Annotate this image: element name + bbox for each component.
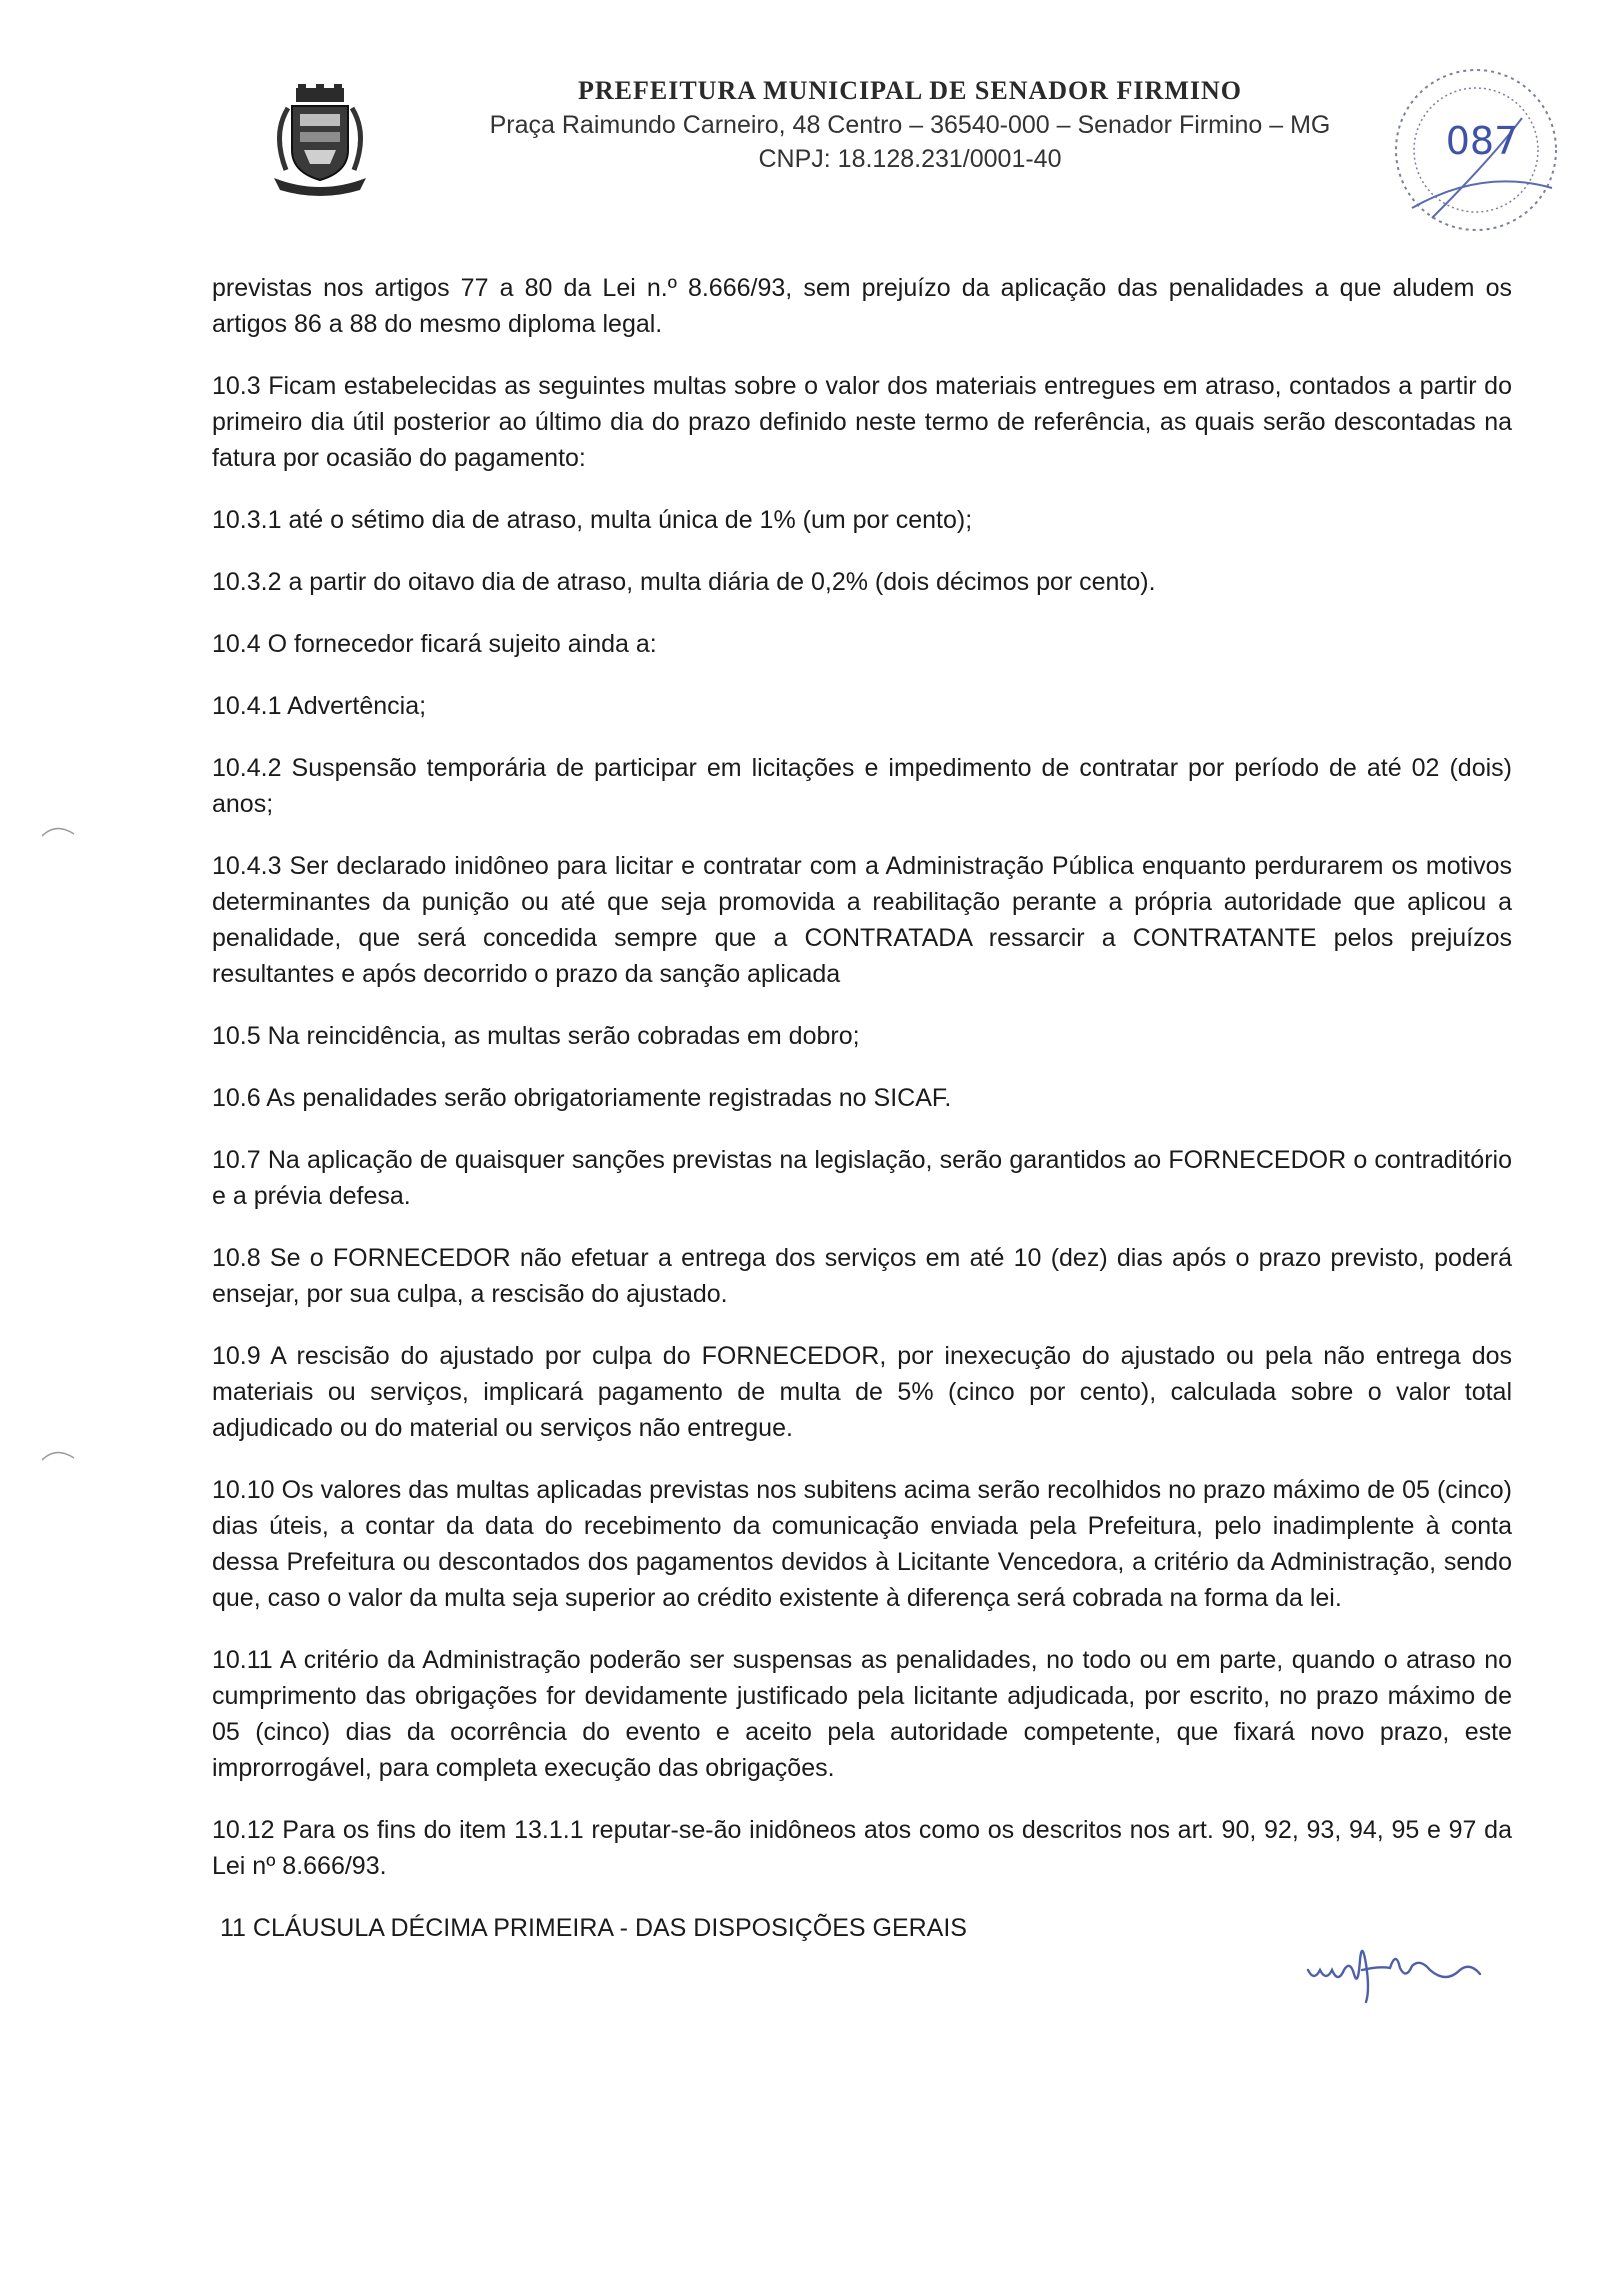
paragraph: 10.4 O fornecedor ficará sujeito ainda a:	[212, 630, 657, 658]
paragraph: 10.3 Ficam estabelecidas as seguintes multas sobre o valor dos materiais entregues em atraso, contados a partir do primeiro dia útil posterior ao último dia do prazo definido neste termo de referência, as quais serão descontadas na fatura por ocasião do pagamento:	[212, 372, 1512, 472]
paragraph: 10.4.1 Advertência;	[212, 692, 427, 720]
paragraph: 10.10 Os valores das multas aplicadas previstas nos subitens acima serão recolhidos no prazo máximo de 05 (cinco) dias úteis, a contar da data do recebimento da comunicação enviada pela Prefeitura, pelo inadimplente à conta dessa Prefeitura ou descontados dos pagamentos devidos à Licitante Vencedora, a critério da Administração, sendo que, caso o valor da multa seja superior ao crédito existente à diferença será cobrada na forma da lei.	[212, 1476, 1512, 1612]
handwritten-signature-icon	[1300, 1930, 1500, 2010]
paragraph: 10.8 Se o FORNECEDOR não efetuar a entrega dos serviços em até 10 (dez) dias após o prazo previsto, poderá ensejar, por sua culpa, a rescisão do ajustado.	[212, 1244, 1512, 1308]
letterhead-title: PREFEITURA MUNICIPAL DE SENADOR FIRMINO	[577, 76, 1242, 105]
margin-mark	[40, 1446, 80, 1466]
municipal-coat-of-arms-icon	[268, 84, 372, 196]
section-heading: 11 CLÁUSULA DÉCIMA PRIMEIRA - DAS DISPOSIÇÕES GERAIS	[220, 1914, 967, 1942]
paragraph: 10.5 Na reincidência, as multas serão cobradas em dobro;	[212, 1022, 860, 1050]
stamp-page-number: 087	[1445, 119, 1519, 163]
letterhead-address: Praça Raimundo Carneiro, 48 Centro – 36540-000 – Senador Firmino – MG	[489, 111, 1331, 139]
paragraph: 10.12 Para os fins do item 13.1.1 reputar-se-ão inidôneos atos como os descritos nos art. 90, 92, 93, 94, 95 e 97 da Lei nº 8.666/93.	[212, 1816, 1512, 1880]
letterhead-cnpj: CNPJ: 18.128.231/0001-40	[758, 145, 1062, 173]
paragraph: 10.6 As penalidades serão obrigatoriamente registradas no SICAF.	[212, 1084, 952, 1112]
paragraph: 10.7 Na aplicação de quaisquer sanções previstas na legislação, serão garantidos ao FORNECEDOR o contraditório e a prévia defesa.	[212, 1146, 1512, 1210]
document-body	[212, 270, 1512, 1972]
paragraph: 10.4.3 Ser declarado inidôneo para licitar e contratar com a Administração Pública enquanto perdurarem os motivos determinantes da punição ou até que seja promovida a reabilitação perante a própria autoridade que aplicou a penalidade, que será concedida sempre que a CONTRATADA ressarcir a CONTRATANTE pelos prejuízos resultantes e após decorrido o prazo da sanção aplicada	[212, 852, 1512, 988]
paragraph: 10.11 A critério da Administração poderão ser suspensas as penalidades, no todo ou em parte, quando o atraso no cumprimento das obrigações for devidamente justificado pela licitante adjudicada, por escrito, no prazo máximo de 05 (cinco) dias da ocorrência do evento e aceito pela autoridade competente, que fixará novo prazo, este improrrogável, para completa execução das obrigações.	[212, 1646, 1512, 1782]
paragraph: 10.3.1 até o sétimo dia de atraso, multa única de 1% (um por cento);	[212, 506, 973, 534]
paragraph: previstas nos artigos 77 a 80 da Lei n.º 8.666/93, sem prejuízo da aplicação das penalidades a que aludem os artigos 86 a 88 do mesmo diploma legal.	[212, 274, 1512, 338]
margin-mark	[40, 822, 80, 842]
letterhead	[430, 74, 1390, 176]
paragraph: 10.4.2 Suspensão temporária de participar em licitações e impedimento de contratar por período de até 02 (dois) anos;	[212, 754, 1512, 818]
commission-stamp-icon	[1372, 58, 1572, 238]
paragraph: 10.9 A rescisão do ajustado por culpa do FORNECEDOR, por inexecução do ajustado ou pela não entrega dos materiais ou serviços, implicará pagamento de multa de 5% (cinco por cento), calculada sobre o valor total adjudicado ou do material ou serviços não entregue.	[212, 1342, 1512, 1442]
paragraph: 10.3.2 a partir do oitavo dia de atraso, multa diária de 0,2% (dois décimos por cento).	[212, 568, 1156, 596]
